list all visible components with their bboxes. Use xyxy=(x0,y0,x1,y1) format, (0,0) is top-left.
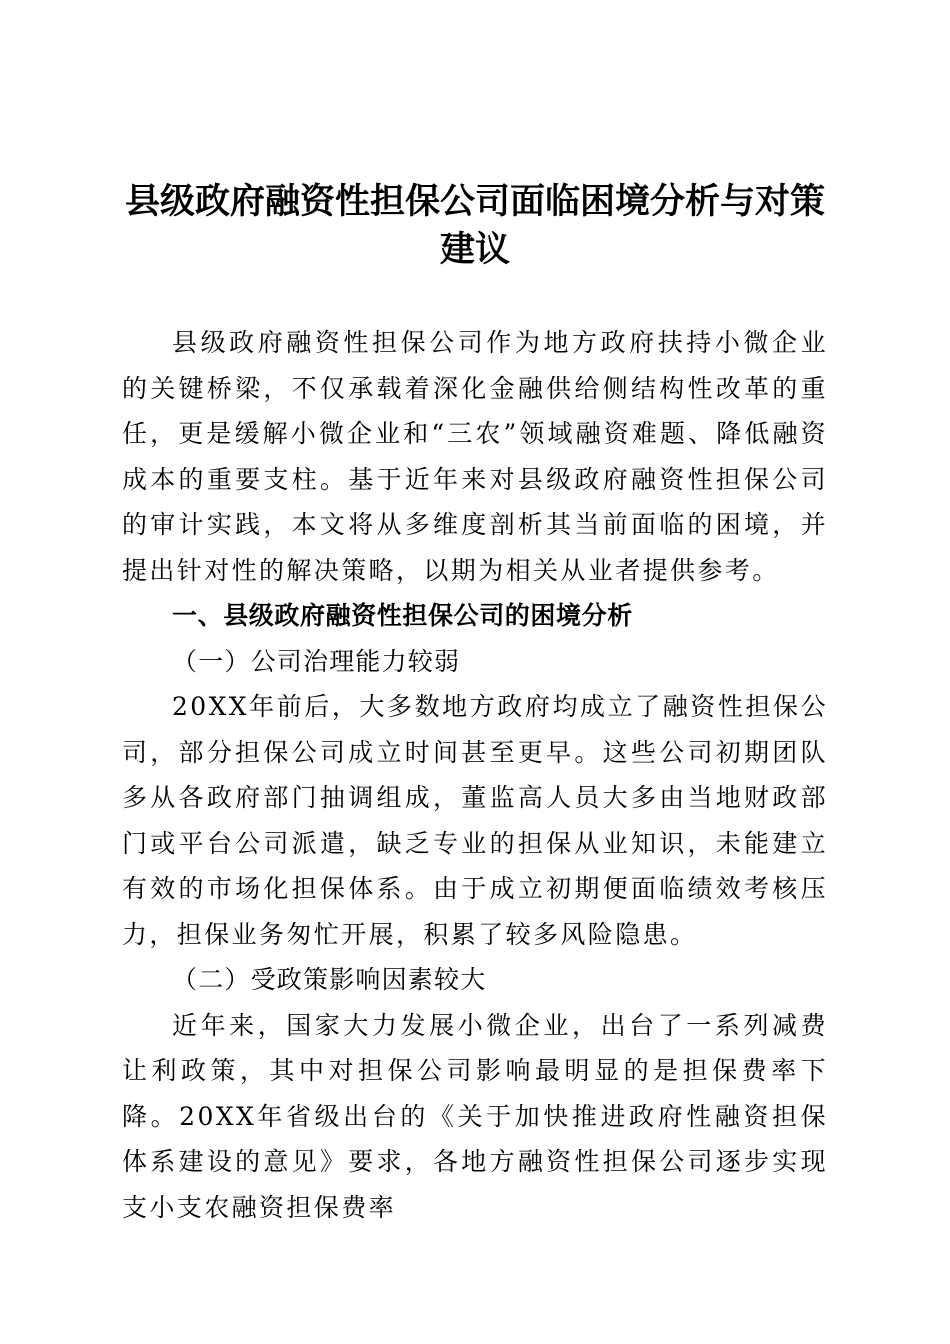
subsection-heading-1: （一）公司治理能力较弱 xyxy=(172,646,461,676)
subsection-paragraph-2: 近年来，国家大力发展小微企业，出台了一系列减费让利政策，其中对担保公司影响最明显的是担保费率下降。20XX年省级出台的《关于加快推进政府性融资担保体系建设的意见》要求，各地方融资性担保公司逐步实现支小支农融资担保费率 xyxy=(122,1010,828,1222)
subsection-paragraph-1: 20XX年前后，大多数地方政府均成立了融资性担保公司，部分担保公司成立时间甚至更早。这些公司初期团队多从各政府部门抽调组成，董监高人员大多由当地财政部门或平台公司派遣，缺乏专业的担保从业知识，未能建立有效的市场化担保体系。由于成立初期便面临绩效考核压力，担保业务匆忙开展，积累了较多风险隐患。 xyxy=(122,692,828,949)
document-body xyxy=(122,320,828,1230)
intro-paragraph: 县级政府融资性担保公司作为地方政府扶持小微企业的关键桥梁，不仅承载着深化金融供给侧结构性改革的重任，更是缓解小微企业和“三农”领域融资难题、降低融资成本的重要支柱。基于近年来对县级政府融资性担保公司的审计实践，本文将从多维度剖析其当前面临的困境，并提出针对性的解决策略，以期为相关从业者提供参考。 xyxy=(122,328,828,585)
section-heading-1: 一、县级政府融资性担保公司的困境分析 xyxy=(172,601,633,630)
subsection-heading-2: （二）受政策影响因素较大 xyxy=(172,965,487,994)
document-title: 县级政府融资性担保公司面临困境分析与对策建议 xyxy=(124,181,825,270)
